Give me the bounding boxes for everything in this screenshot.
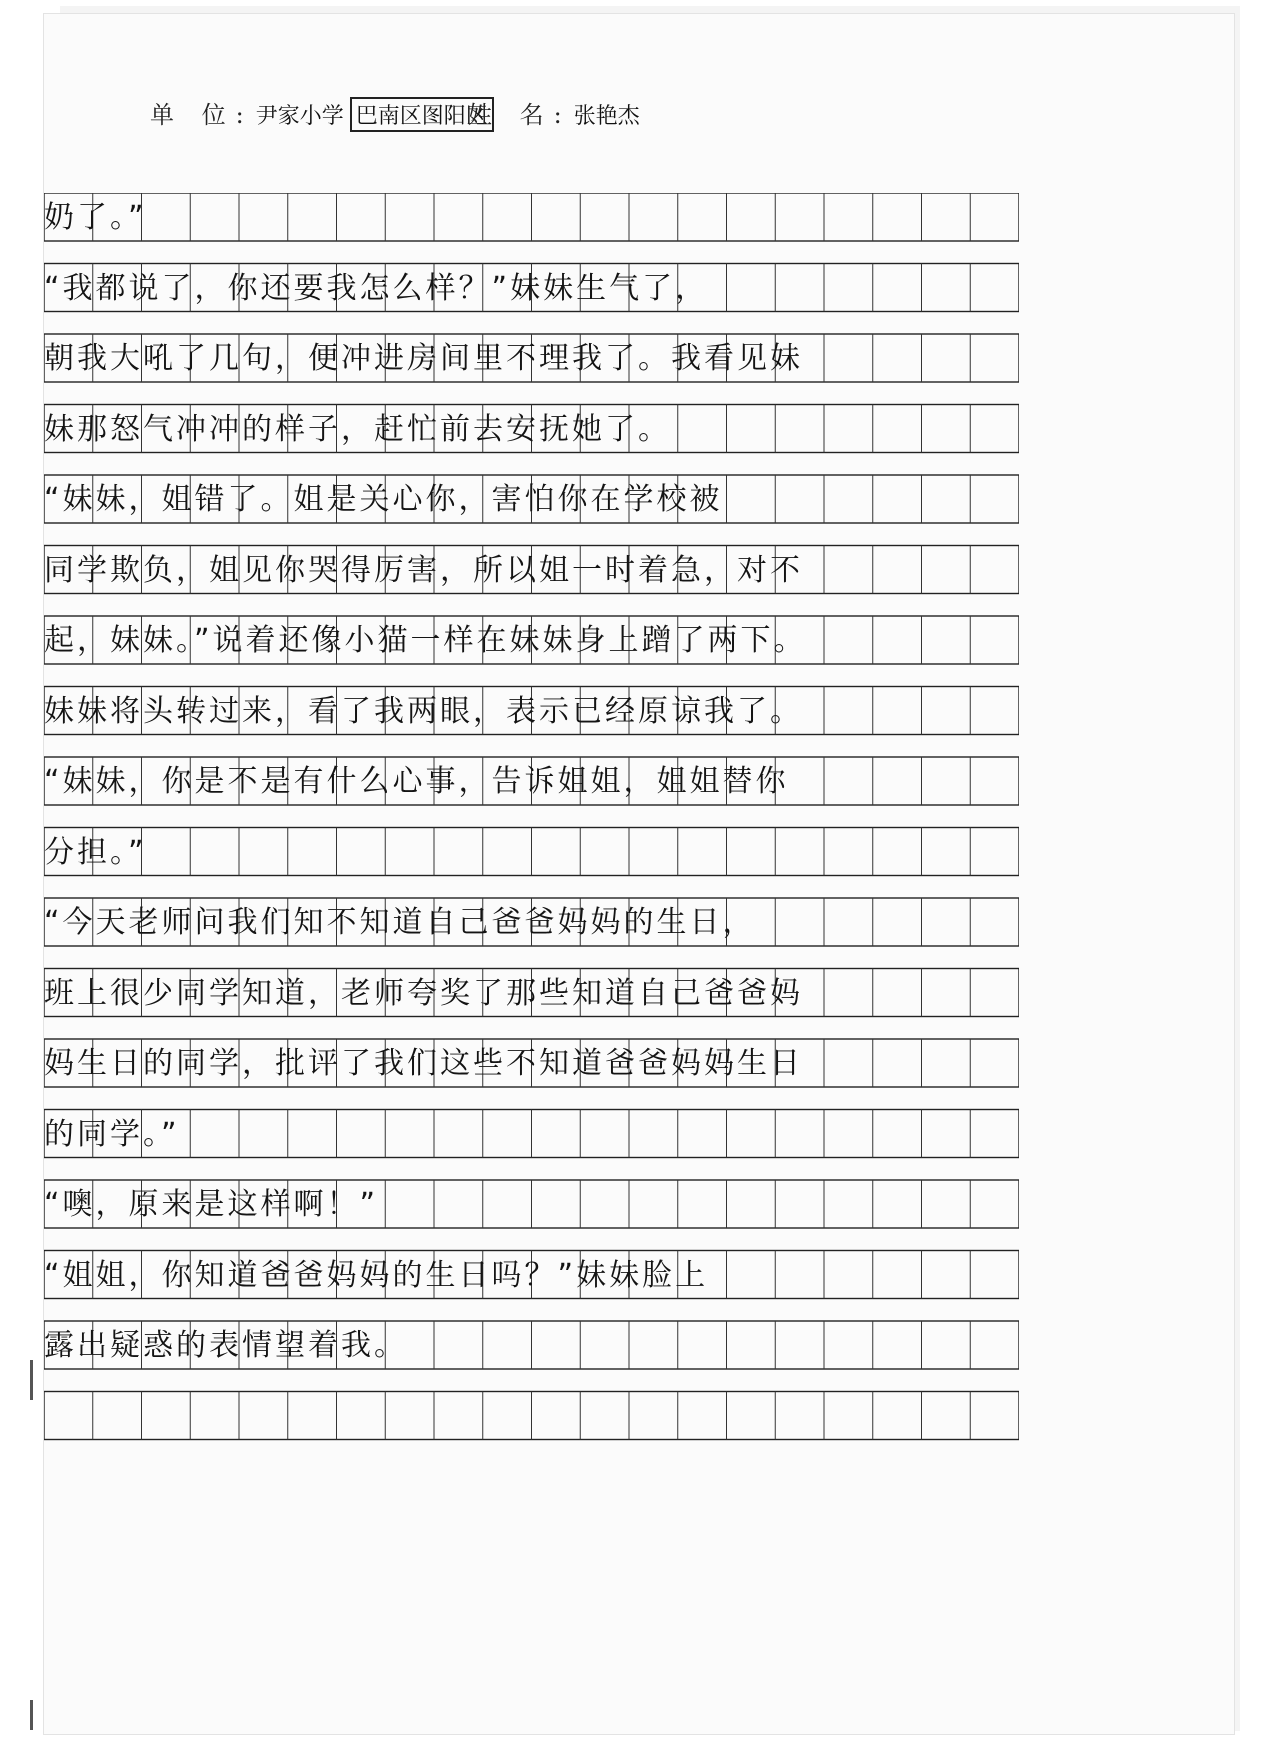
text-line: 同学欺负，姐见你哭得厉害，所以姐一时着急，对不 [44, 552, 803, 588]
manuscript-grid [44, 193, 1019, 1463]
text-line: 妹妹将头转过来，看了我两眼，表示已经原谅我了。 [44, 693, 803, 729]
text-line: “噢，原来是这样啊！” [44, 1187, 379, 1222]
text-line: 奶了。” [44, 200, 147, 235]
name-value: 张艳杰 [573, 104, 640, 129]
name-field [468, 95, 642, 130]
unit-field [150, 95, 494, 132]
text-line: 露出疑惑的表情望着我。 [44, 1328, 407, 1363]
text-line: 班上很少同学知道，老师夸奖了那些知道自己爸爸妈 [44, 975, 803, 1011]
text-line: “妹妹，姐错了。姐是关心你，害怕你在学校被 [44, 482, 723, 517]
text-line: “妹妹，你是不是有什么心事，告诉姐姐，姐姐替你 [44, 764, 789, 799]
unit-district: 巴南区图阳区 [350, 97, 494, 132]
text-line: “我都说了，你还要我怎么样？”妹妹生气了， [44, 270, 709, 306]
name-label: 姓 名: [468, 101, 572, 129]
unit-label: 单 位: [150, 101, 254, 129]
unit-value: 尹家小学 [255, 104, 344, 129]
scan-edge-mark [30, 1700, 33, 1730]
text-line: 的同学。” [44, 1116, 180, 1152]
text-line: “今天老师问我们知不知道自己爸爸妈妈的生日， [44, 905, 756, 940]
text-line: 起，妹妹。”说着还像小猫一样在妹妹身上蹭了两下。 [44, 623, 807, 658]
form-header [150, 95, 870, 135]
text-line: 妹那怒气冲冲的样子，赶忙前去安抚她了。 [44, 411, 671, 447]
scan-edge-mark [30, 1360, 33, 1400]
text-line: “姐姐，你知道爸爸妈妈的生日吗？”妹妹脸上 [44, 1257, 709, 1293]
text-line: 妈生日的同学，批评了我们这些不知道爸爸妈妈生日 [44, 1046, 803, 1081]
text-line: 朝我大吼了几句，便冲进房间里不理我了。我看见妹 [44, 341, 803, 376]
text-line: 分担。” [44, 834, 147, 870]
